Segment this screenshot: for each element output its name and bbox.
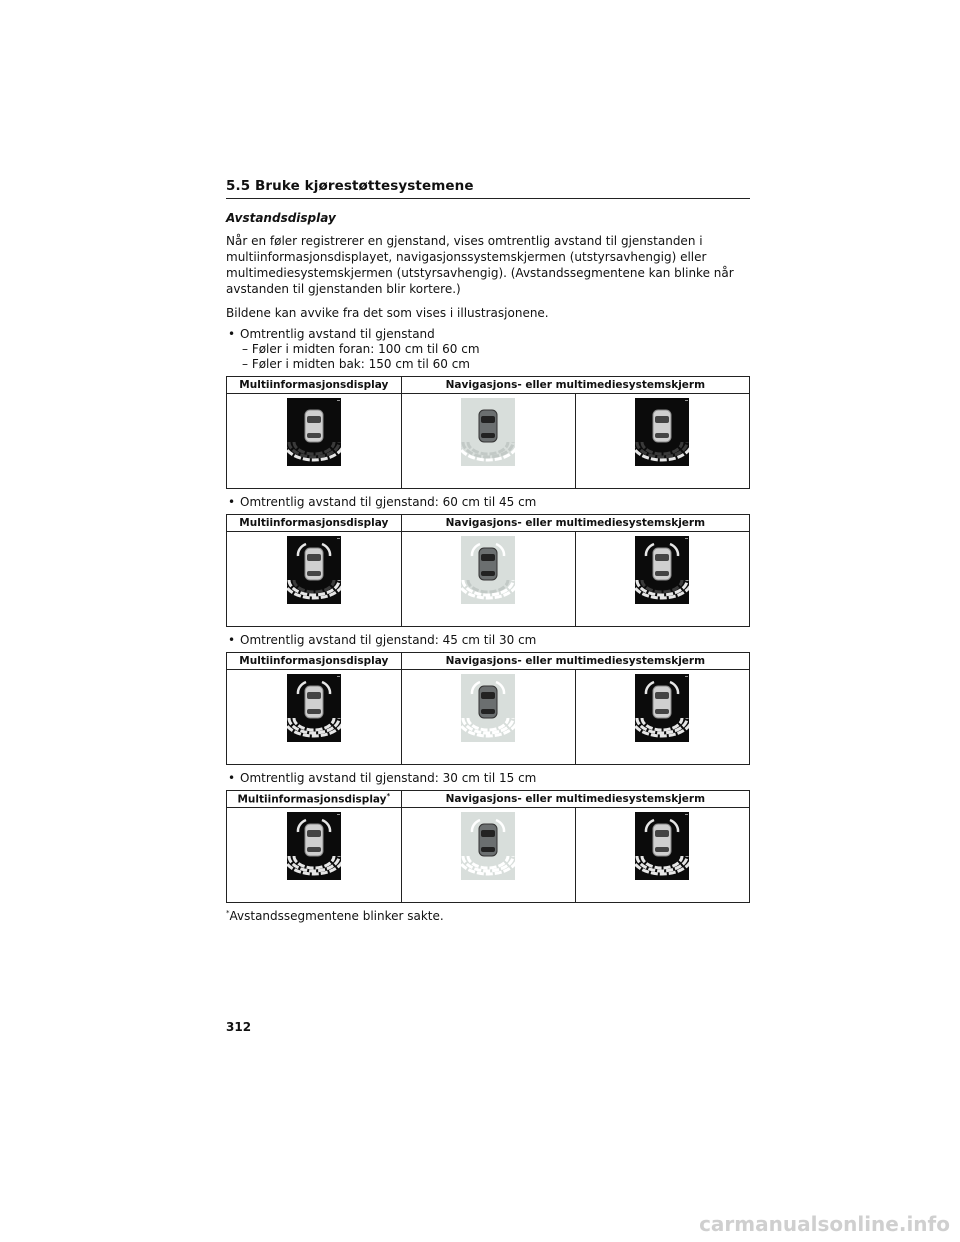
figure-cell bbox=[227, 670, 402, 765]
sub-item: – Føler i midten foran: 100 cm til 60 cm bbox=[242, 342, 480, 356]
bullet-dot: • bbox=[228, 633, 236, 647]
bullet-text: Omtrentlig avstand til gjenstand: 60 cm til 45 cm bbox=[240, 495, 537, 509]
bullet-item bbox=[226, 495, 750, 510]
footnote bbox=[226, 909, 750, 923]
figure-cell bbox=[575, 532, 749, 627]
note-paragraph: Bildene kan avvike fra det som vises i illustrasjonene. bbox=[226, 306, 549, 320]
multimedia-screen-figure bbox=[635, 674, 689, 742]
multimedia-screen-figure bbox=[635, 812, 689, 880]
figure-cell bbox=[575, 808, 749, 903]
figure-cell bbox=[401, 808, 575, 903]
bullet-item bbox=[226, 771, 750, 786]
footnote-marker: * bbox=[386, 792, 391, 801]
bullet-item bbox=[226, 327, 750, 342]
intro-paragraph: Når en føler registrerer en gjenstand, vises omtrentlig avstand til gjenstanden i multiinformasjonsdisplayet, navigasjonssystemskjermen (utstyrsavhengig) eller multimediesystemskjermen (utstyrsavhengig). (Avstandssegmentene kan blinke når avstanden til gjenstanden blir kortere.) bbox=[226, 234, 734, 296]
figure-cell bbox=[227, 532, 402, 627]
illustration-table bbox=[226, 790, 750, 903]
column-header-nav-multimedia: Navigasjons- eller multimediesystemskjerm bbox=[401, 653, 749, 670]
column-header-nav-multimedia: Navigasjons- eller multimediesystemskjerm bbox=[401, 377, 749, 394]
figure-cell bbox=[401, 532, 575, 627]
illustration-table bbox=[226, 514, 750, 627]
bullet-dot: • bbox=[228, 495, 236, 509]
bullet-item bbox=[226, 633, 750, 648]
column-header-nav-multimedia: Navigasjons- eller multimediesystemskjerm bbox=[401, 791, 749, 808]
figure-cell bbox=[575, 670, 749, 765]
watermark: carmanualsonline.info bbox=[699, 1212, 950, 1236]
multimedia-screen-figure bbox=[635, 398, 689, 466]
page-content bbox=[226, 178, 750, 923]
multi-info-display-figure bbox=[287, 812, 341, 880]
nav-screen-figure bbox=[461, 398, 515, 466]
multi-info-display-figure bbox=[287, 674, 341, 742]
illustration-table bbox=[226, 652, 750, 765]
figure-cell bbox=[401, 394, 575, 489]
bullet-text: Omtrentlig avstand til gjenstand: 30 cm til 15 cm bbox=[240, 771, 537, 785]
column-header-multi-info: Multiinformasjonsdisplay bbox=[227, 653, 402, 670]
column-header-multi-info: Multiinformasjonsdisplay* bbox=[227, 791, 402, 808]
footnote-marker: * bbox=[226, 909, 230, 917]
figure-cell bbox=[227, 808, 402, 903]
multi-info-display-figure bbox=[287, 536, 341, 604]
nav-screen-figure bbox=[461, 536, 515, 604]
multi-info-display-figure bbox=[287, 398, 341, 466]
bullet-dot: • bbox=[228, 771, 236, 785]
figure-cell bbox=[227, 394, 402, 489]
figure-cell bbox=[575, 394, 749, 489]
sub-item: – Føler i midten bak: 150 cm til 60 cm bbox=[242, 357, 470, 371]
illustration-table bbox=[226, 376, 750, 489]
subheading: Avstandsdisplay bbox=[226, 211, 336, 225]
nav-screen-figure bbox=[461, 812, 515, 880]
nav-screen-figure bbox=[461, 674, 515, 742]
section-title: 5.5 Bruke kjørestøttesystemene bbox=[226, 178, 750, 199]
column-header-multi-info: Multiinformasjonsdisplay bbox=[227, 515, 402, 532]
figure-cell bbox=[401, 670, 575, 765]
bullet-text: Omtrentlig avstand til gjenstand bbox=[240, 327, 435, 341]
column-header-nav-multimedia: Navigasjons- eller multimediesystemskjerm bbox=[401, 515, 749, 532]
bullet-text: Omtrentlig avstand til gjenstand: 45 cm til 30 cm bbox=[240, 633, 537, 647]
page-number: 312 bbox=[226, 1020, 252, 1034]
column-header-multi-info: Multiinformasjonsdisplay bbox=[227, 377, 402, 394]
footnote-text: Avstandssegmentene blinker sakte. bbox=[229, 909, 444, 923]
bullet-dot: • bbox=[228, 327, 236, 341]
multimedia-screen-figure bbox=[635, 536, 689, 604]
